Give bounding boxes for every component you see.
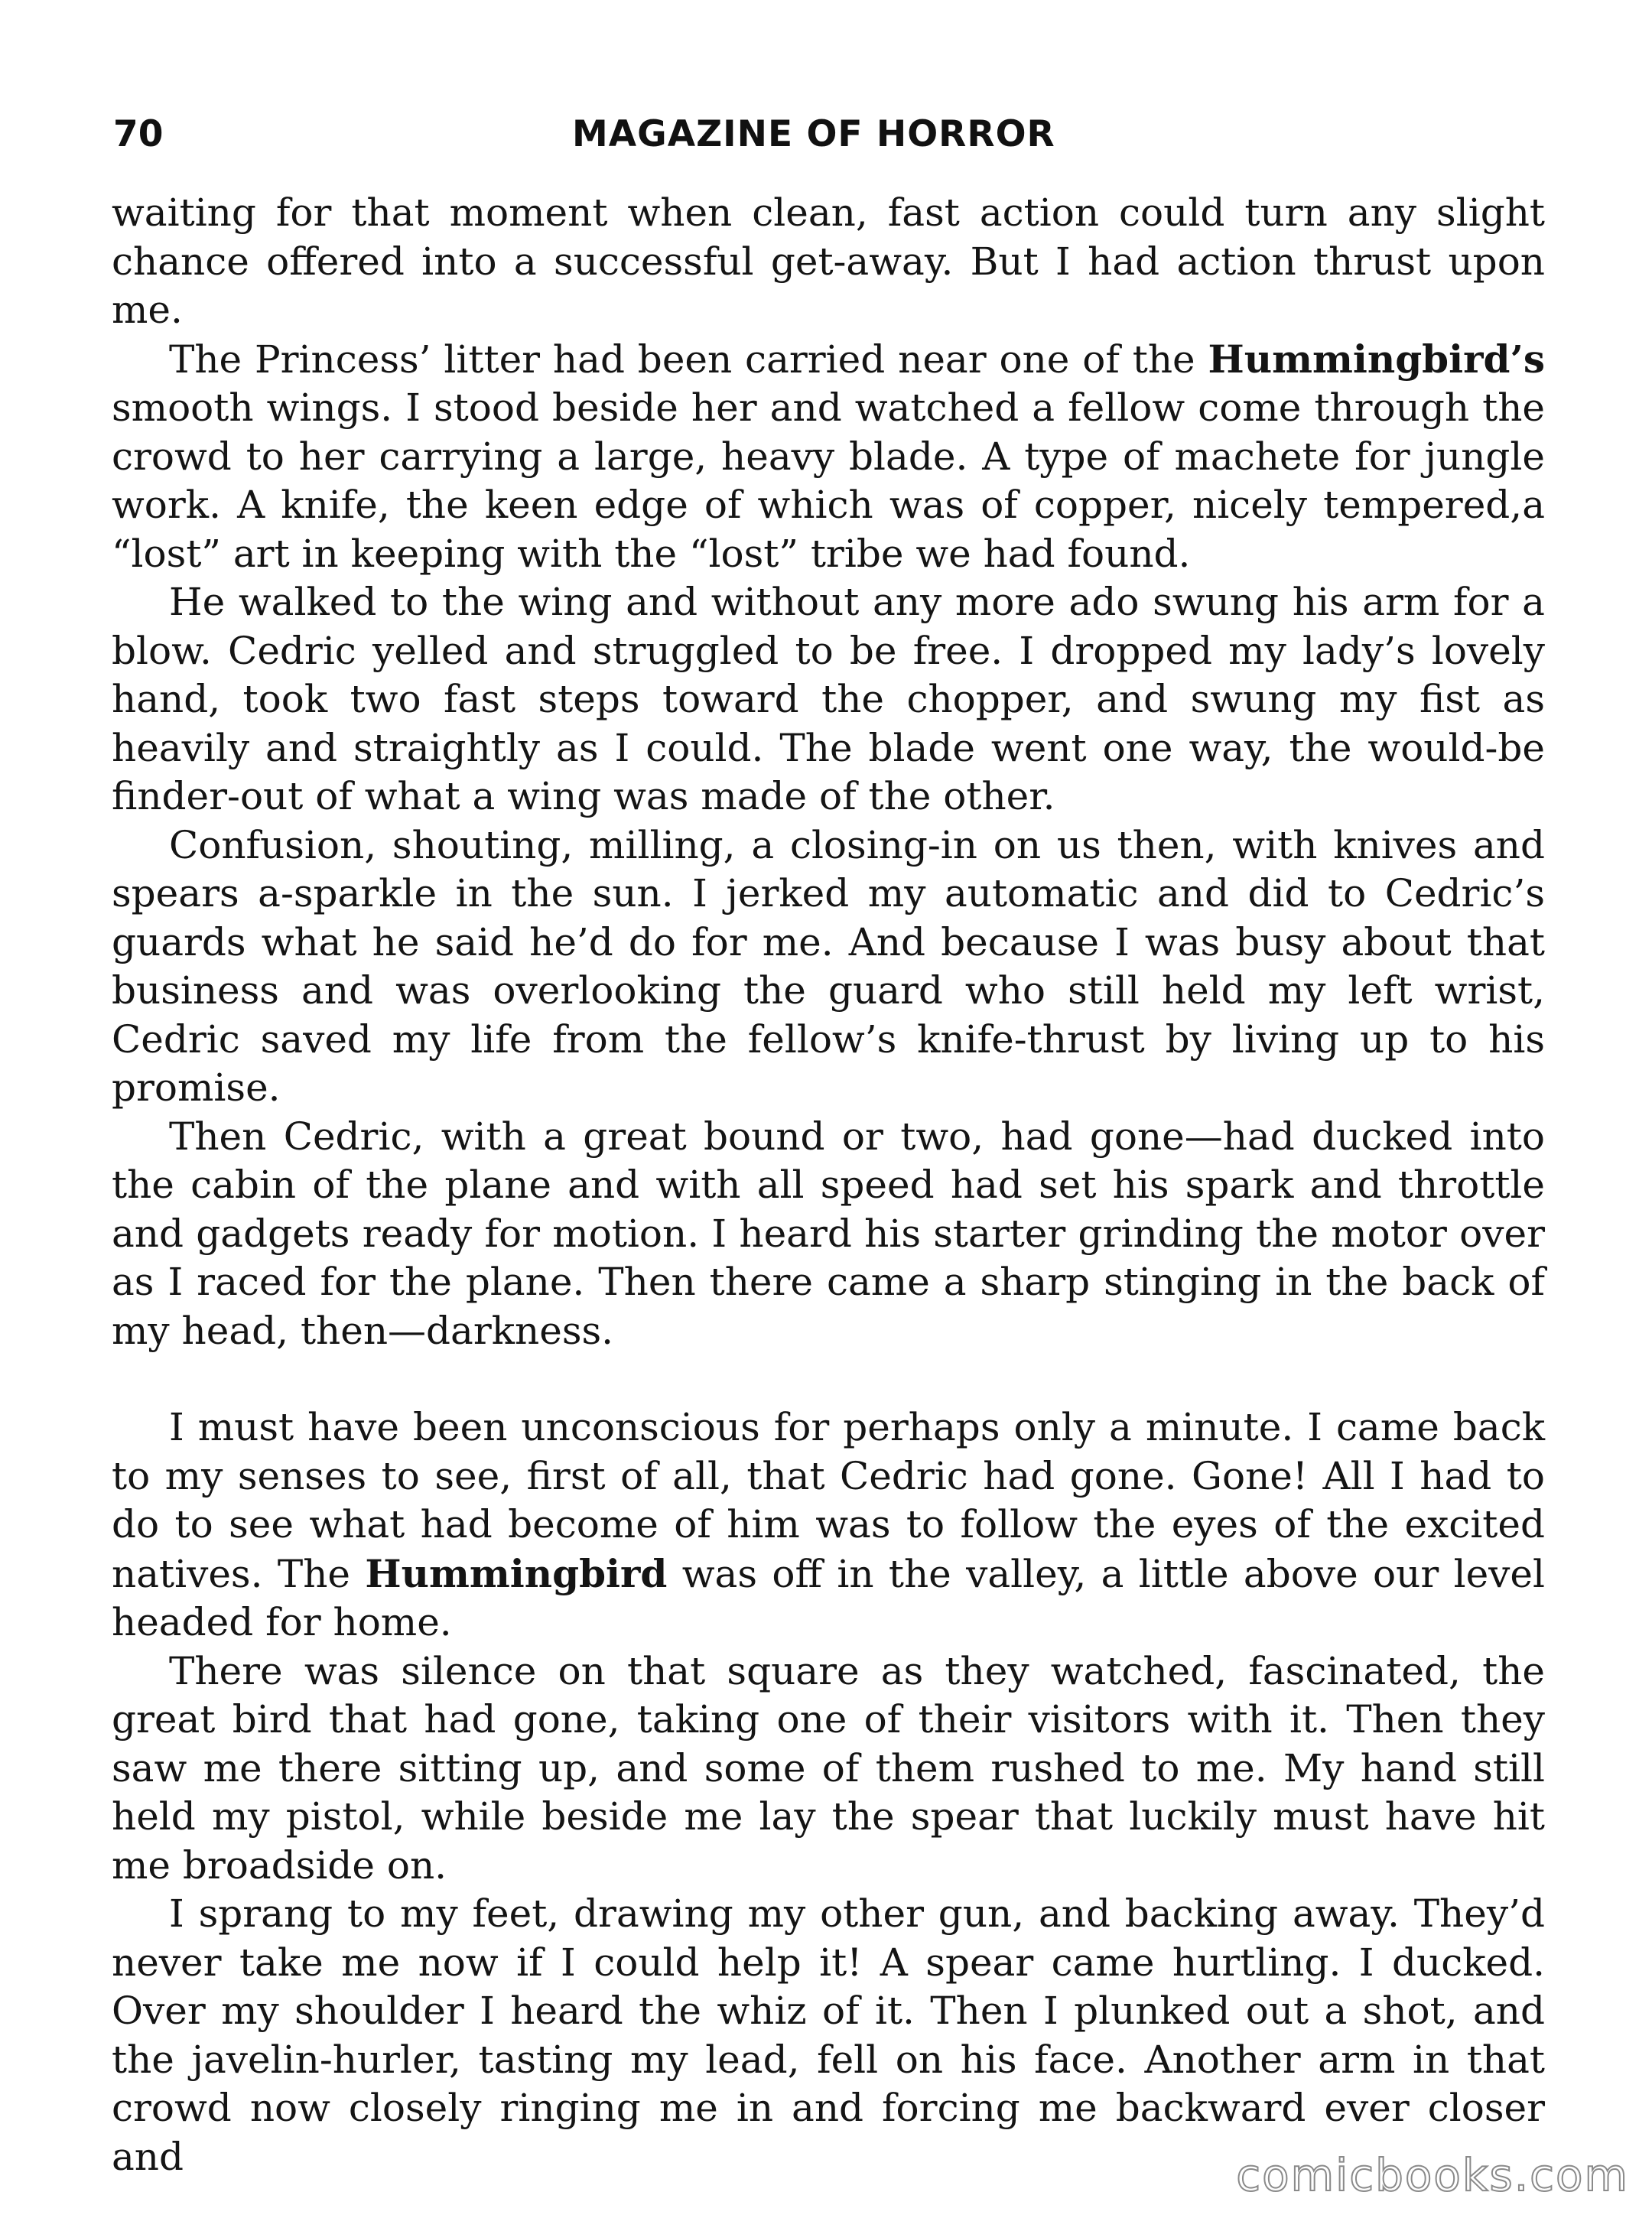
paragraph-text: I must have been unconscious for perhaps only a minute. I came back to my senses to see, first of all, that Cedric had gone. Gone! All I had to do to see what had become of him was to follow the eyes of the excited natives. The bbox=[112, 1405, 1545, 1596]
paragraph-text: He walked to the wing and without any more ado swung his arm for a blow. Cedric yelled and struggled to be free. I dropped my lady’s lovely hand, took two fast steps toward the chopper, and swung my fist as heavily and straightly as I could. The blade went one way, the would-be finder-out of what a wing was made of the other. bbox=[112, 580, 1545, 818]
story-text bbox=[112, 189, 1545, 2181]
paragraph-text: Confusion, shouting, milling, a closing-in on us then, with knives and spears a-sparkle in the sun. I jerked my automatic and did to Cedric’s guards what he said he’d do for me. And because I was busy about that business and was overlooking the guard who still held my left wrist, Cedric saved my life from the fellow’s knife-thrust by living up to his promise. bbox=[112, 822, 1545, 1110]
paragraph-text: was off in the valley, a little above our level headed for home. bbox=[112, 1551, 1545, 1644]
paragraph-text: Then Cedric, with a great bound or two, had gone—had ducked into the cabin of the plane and with all speed had set his spark and throttle and gadgets ready for motion. I heard his starter grinding the motor over as I raced for the plane. Then there came a sharp stinging in the back of my head, then—darkness. bbox=[112, 1114, 1545, 1353]
paragraph-text: waiting for that moment when clean, fast action could turn any slight chance offered into a successful get-away. But I had action thrust upon me. bbox=[112, 190, 1545, 332]
paragraph-text: There was silence on that square as they watched, fascinated, the great bird that had gone, taking one of their visitors with it. Then they saw me there sitting up, and some of them rushed to me. My hand still held my pistol, while beside me lay the spear that luckily must have hit me broadside on. bbox=[112, 1648, 1545, 1888]
paragraph-8 bbox=[112, 1890, 1545, 2181]
watermark: comicbooks.com bbox=[1236, 2149, 1629, 2201]
paragraph-5 bbox=[112, 1113, 1545, 1356]
magazine-title: MAGAZINE OF HORROR bbox=[572, 113, 1055, 155]
page-number: 70 bbox=[113, 113, 164, 155]
paragraph-text: The Princess’ litter had been carried near one of the bbox=[169, 337, 1208, 382]
paragraph-4 bbox=[112, 821, 1545, 1113]
ship-name-hummingbird: Hummingbird’s bbox=[1208, 336, 1545, 382]
paragraph-3 bbox=[112, 578, 1545, 821]
paragraph-2 bbox=[112, 335, 1545, 579]
paragraph-text: I sprang to my feet, drawing my other gun, and backing away. They’d never take me now if I could help it! A spear came hurtling. I ducked. Over my shoulder I heard the whiz of it. Then I plunked out a shot, and the javelin-hurler, tasting my lead, fell on his face. Another arm in that crowd now closely ringing me in and forcing me backward ever closer and bbox=[112, 1891, 1545, 2179]
page-header bbox=[113, 113, 1543, 167]
ship-name-hummingbird: Hummingbird bbox=[365, 1550, 668, 1596]
paragraph-1 bbox=[112, 189, 1545, 335]
paragraph-6 bbox=[112, 1403, 1545, 1647]
section-break bbox=[112, 1355, 1545, 1403]
paragraph-7 bbox=[112, 1647, 1545, 1891]
paragraph-text: smooth wings. I stood beside her and watched a fellow come through the crowd to her carrying a large, heavy blade. A type of machete for jungle work. A knife, the keen edge of which was of copper, nicely tempered,a “lost” art in keeping with the “lost” tribe we had found. bbox=[112, 385, 1545, 576]
